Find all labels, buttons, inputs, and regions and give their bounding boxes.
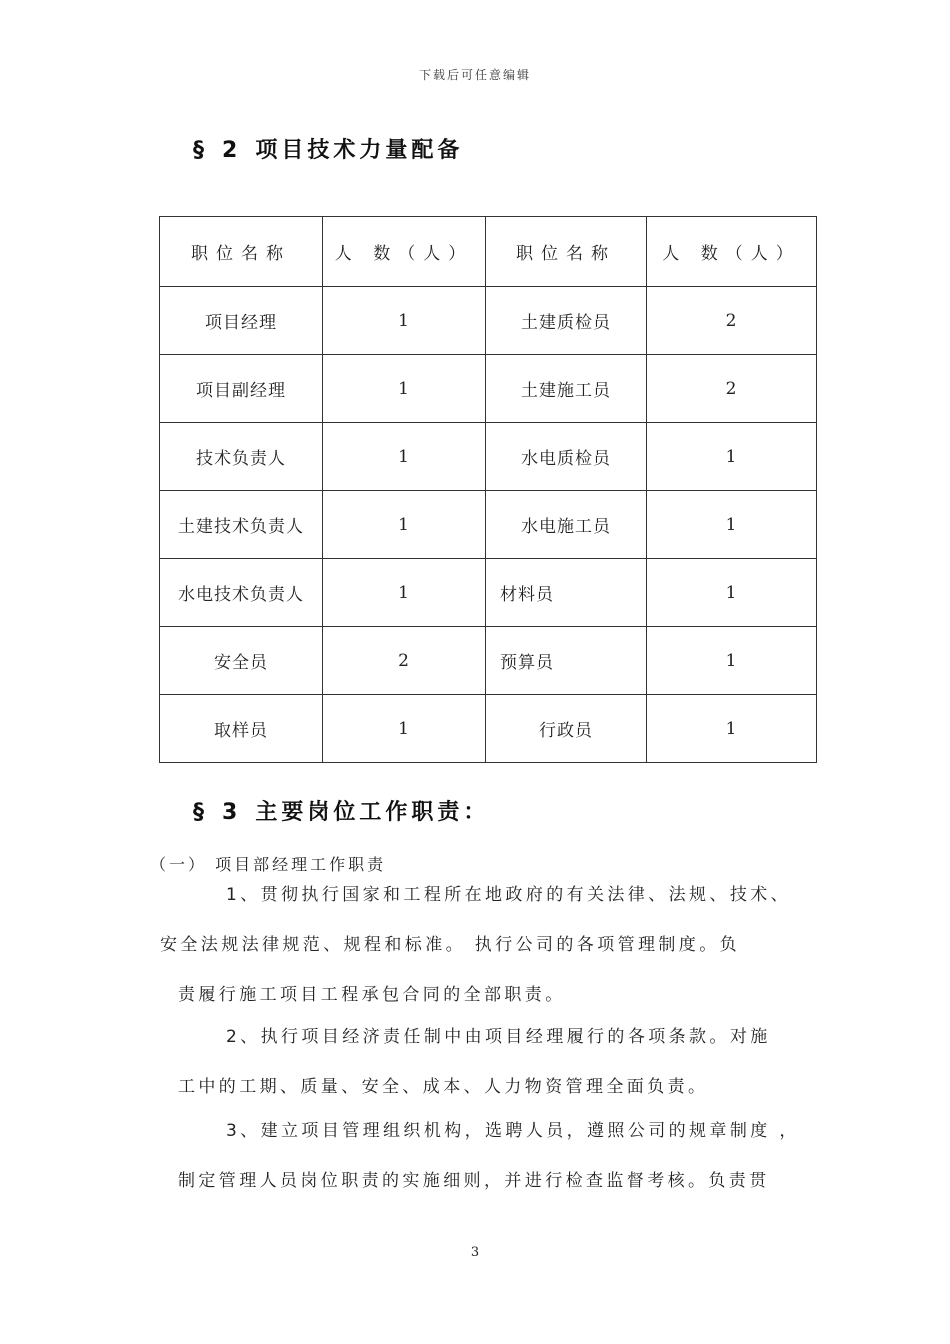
position-cell: 项目副经理 — [160, 355, 323, 423]
section-2-heading — [193, 133, 463, 164]
section-number: 3 — [222, 800, 242, 825]
count-cell: 1 — [647, 491, 817, 559]
position-cell: 水电质检员 — [486, 423, 647, 491]
header-cell: 人 数（人） — [647, 217, 817, 287]
paragraph-line: 3、建立项目管理组织机构，选聘人员，遵照公司的规章制度 ， — [226, 1121, 800, 1141]
count-cell: 1 — [323, 355, 486, 423]
position-cell: 安全员 — [160, 627, 323, 695]
page-number: 3 — [470, 1245, 480, 1260]
table-row — [160, 559, 817, 627]
table-row — [160, 355, 817, 423]
section-symbol: § — [193, 800, 208, 825]
position-cell: 行政员 — [486, 695, 647, 763]
count-cell: 1 — [647, 627, 817, 695]
position-cell: 取样员 — [160, 695, 323, 763]
position-cell: 预算员 — [486, 627, 647, 695]
count-cell: 1 — [647, 559, 817, 627]
count-cell: 1 — [323, 423, 486, 491]
table-row — [160, 695, 817, 763]
paragraph-line: 工中的工期、质量、安全、成本、人力物资管理全面负责。 — [178, 1077, 709, 1097]
position-cell: 技术负责人 — [160, 423, 323, 491]
count-cell: 1 — [323, 287, 486, 355]
count-cell: 2 — [647, 287, 817, 355]
table-header-row — [160, 217, 817, 287]
position-cell: 土建施工员 — [486, 355, 647, 423]
table-row — [160, 627, 817, 695]
paragraph-line: 责履行施工项目工程承包合同的全部职责。 — [178, 985, 566, 1005]
count-cell: 1 — [323, 695, 486, 763]
header-cell: 人 数（人） — [323, 217, 486, 287]
position-cell: 水电技术负责人 — [160, 559, 323, 627]
section-symbol: § — [193, 138, 208, 163]
table-row — [160, 491, 817, 559]
count-cell: 1 — [647, 695, 817, 763]
paragraph-line: 2、执行项目经济责任制中由项目经理履行的各项条款。对施 — [226, 1027, 771, 1047]
section-title: 主要岗位工作职责： — [255, 800, 490, 825]
position-cell: 材料员 — [486, 559, 647, 627]
section-title: 项目技术力量配备 — [255, 138, 464, 163]
count-cell: 2 — [323, 627, 486, 695]
paragraph-line: 制定管理人员岗位职责的实施细则，并进行检查监督考核。负责贯 — [178, 1171, 770, 1191]
position-cell: 项目经理 — [160, 287, 323, 355]
count-cell: 1 — [647, 423, 817, 491]
position-cell: 水电施工员 — [486, 491, 647, 559]
header-cell: 职位名称 — [160, 217, 323, 287]
position-cell: 土建技术负责人 — [160, 491, 323, 559]
header-cell: 职位名称 — [486, 217, 647, 287]
section-3-heading — [193, 795, 489, 826]
section-number: 2 — [222, 138, 242, 163]
count-cell: 1 — [323, 491, 486, 559]
table-row — [160, 423, 817, 491]
position-cell: 土建质检员 — [486, 287, 647, 355]
table-row — [160, 287, 817, 355]
count-cell: 1 — [323, 559, 486, 627]
count-cell: 2 — [647, 355, 817, 423]
paragraph-line: 安全法规法律规范、规程和标准。 执行公司的各项管理制度。负 — [160, 935, 741, 955]
paragraph-line: 1、贯彻执行国家和工程所在地政府的有关法律、法规、技术、 — [226, 885, 792, 905]
subsection-heading: （一） 项目部经理工作职责 — [150, 855, 387, 874]
staffing-table — [159, 216, 817, 763]
page-header-note: 下载后可任意编辑 — [418, 68, 531, 82]
